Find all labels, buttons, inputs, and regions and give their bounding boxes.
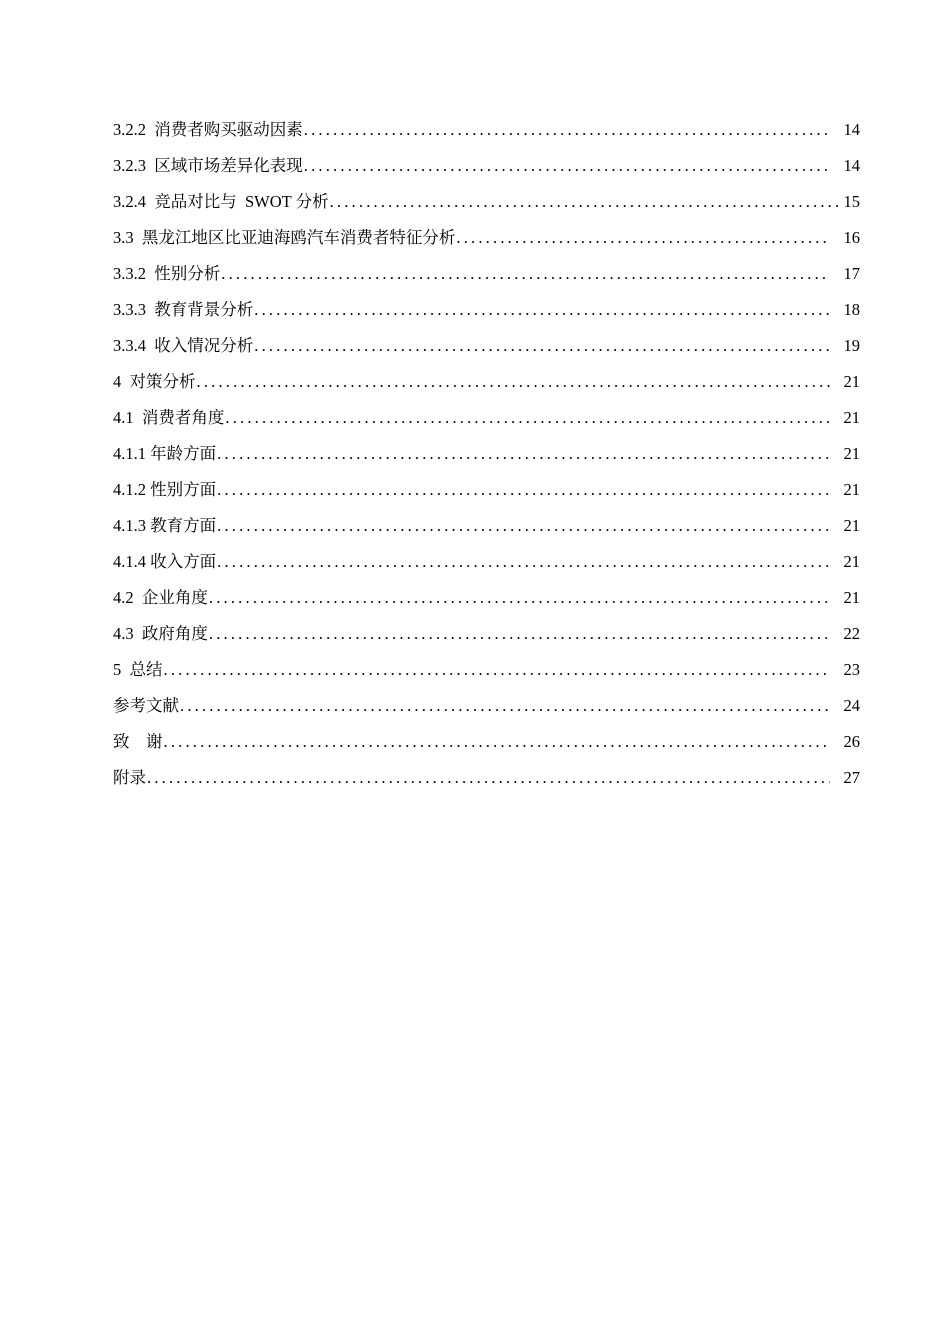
- toc-entry-page: 21: [843, 516, 860, 535]
- toc-entry-title: 4.1 消费者角度: [113, 408, 225, 427]
- toc-entry-page: 22: [843, 624, 860, 643]
- toc-entry-title: 附录: [113, 768, 146, 787]
- toc-entry[interactable]: [113, 514, 860, 550]
- toc-entry-page: 21: [843, 588, 860, 607]
- dot-leader: [304, 118, 830, 142]
- toc-entry-title: 3.2.2 消费者购买驱动因素: [113, 120, 303, 139]
- toc-entry[interactable]: [113, 550, 860, 586]
- toc-entry-page: 16: [843, 228, 860, 247]
- toc-entry[interactable]: [113, 262, 860, 298]
- toc-entry-title: 3.3.3 教育背景分析: [113, 300, 254, 319]
- toc-entry-page: 14: [843, 156, 860, 175]
- dot-leader: [217, 478, 830, 502]
- dot-leader: [304, 154, 830, 178]
- toc-entry-title: 4.3 政府角度: [113, 624, 208, 643]
- toc-entry[interactable]: [113, 154, 860, 190]
- dot-leader: [456, 226, 830, 250]
- toc-entry[interactable]: [113, 586, 860, 622]
- toc-entry-title: 3.3.2 性别分析: [113, 264, 221, 283]
- toc-entry[interactable]: [113, 478, 860, 514]
- toc-entry-page: 21: [843, 552, 860, 571]
- dot-leader: [217, 442, 830, 466]
- dot-leader: [225, 406, 830, 430]
- toc-entry-page: 26: [843, 732, 860, 751]
- toc-entry-page: 15: [843, 192, 860, 211]
- toc-entry[interactable]: [113, 334, 860, 370]
- toc-entry[interactable]: [113, 406, 860, 442]
- toc-entry[interactable]: [113, 694, 860, 730]
- toc-entry-title: 4.2 企业角度: [113, 588, 208, 607]
- toc-entry[interactable]: [113, 766, 860, 802]
- toc-entry-title: 3.3.4 收入情况分析: [113, 336, 254, 355]
- toc-entry[interactable]: [113, 370, 860, 406]
- toc-entry[interactable]: [113, 658, 860, 694]
- toc-entry-title: 致 谢: [113, 732, 163, 751]
- dot-leader: [209, 586, 830, 610]
- toc-entry-page: 14: [843, 120, 860, 139]
- toc-entry[interactable]: [113, 730, 860, 766]
- toc-entry-page: 21: [843, 444, 860, 463]
- dot-leader: [197, 370, 831, 394]
- toc-entry[interactable]: [113, 442, 860, 478]
- toc-entry-title: 4.1.4 收入方面: [113, 552, 217, 571]
- dot-leader: [209, 622, 830, 646]
- toc-entry-title: 3.3 黑龙江地区比亚迪海鸥汽车消费者特征分析: [113, 228, 456, 247]
- toc-entry-title: 4 对策分析: [113, 372, 196, 391]
- toc-entry-page: 19: [843, 336, 860, 355]
- toc-entry[interactable]: [113, 226, 860, 262]
- dot-leader: [164, 730, 831, 754]
- toc-entry[interactable]: [113, 190, 860, 226]
- dot-leader: [217, 550, 830, 574]
- toc-entry-title: 4.1.1 年龄方面: [113, 444, 217, 463]
- dot-leader: [180, 694, 830, 718]
- toc-entry-page: 17: [843, 264, 860, 283]
- dot-leader: [330, 190, 838, 214]
- dot-leader: [221, 262, 830, 286]
- dot-leader: [254, 298, 830, 322]
- toc-entry-title: 4.1.2 性别方面: [113, 480, 217, 499]
- toc-entry-page: 27: [843, 768, 860, 787]
- dot-leader: [147, 766, 830, 790]
- toc-entry-page: 23: [843, 660, 860, 679]
- toc-entry-page: 21: [843, 408, 860, 427]
- dot-leader: [254, 334, 830, 358]
- toc-entry-page: 18: [843, 300, 860, 319]
- toc-entry[interactable]: [113, 298, 860, 334]
- toc-entry[interactable]: [113, 118, 860, 154]
- toc-entry-page: 24: [843, 696, 860, 715]
- toc-entry-title: 3.2.3 区域市场差异化表现: [113, 156, 303, 175]
- toc-entry-title: 5 总结: [113, 660, 163, 679]
- toc-entry-title: 4.1.3 教育方面: [113, 516, 217, 535]
- dot-leader: [164, 658, 831, 682]
- toc-entry-page: 21: [843, 372, 860, 391]
- dot-leader: [217, 514, 830, 538]
- toc-entry-page: 21: [843, 480, 860, 499]
- toc-entry-title: 3.2.4 竞品对比与 SWOT 分析: [113, 192, 329, 211]
- toc-entry-title: 参考文献: [113, 696, 179, 715]
- toc-entry[interactable]: [113, 622, 860, 658]
- table-of-contents: [113, 118, 860, 802]
